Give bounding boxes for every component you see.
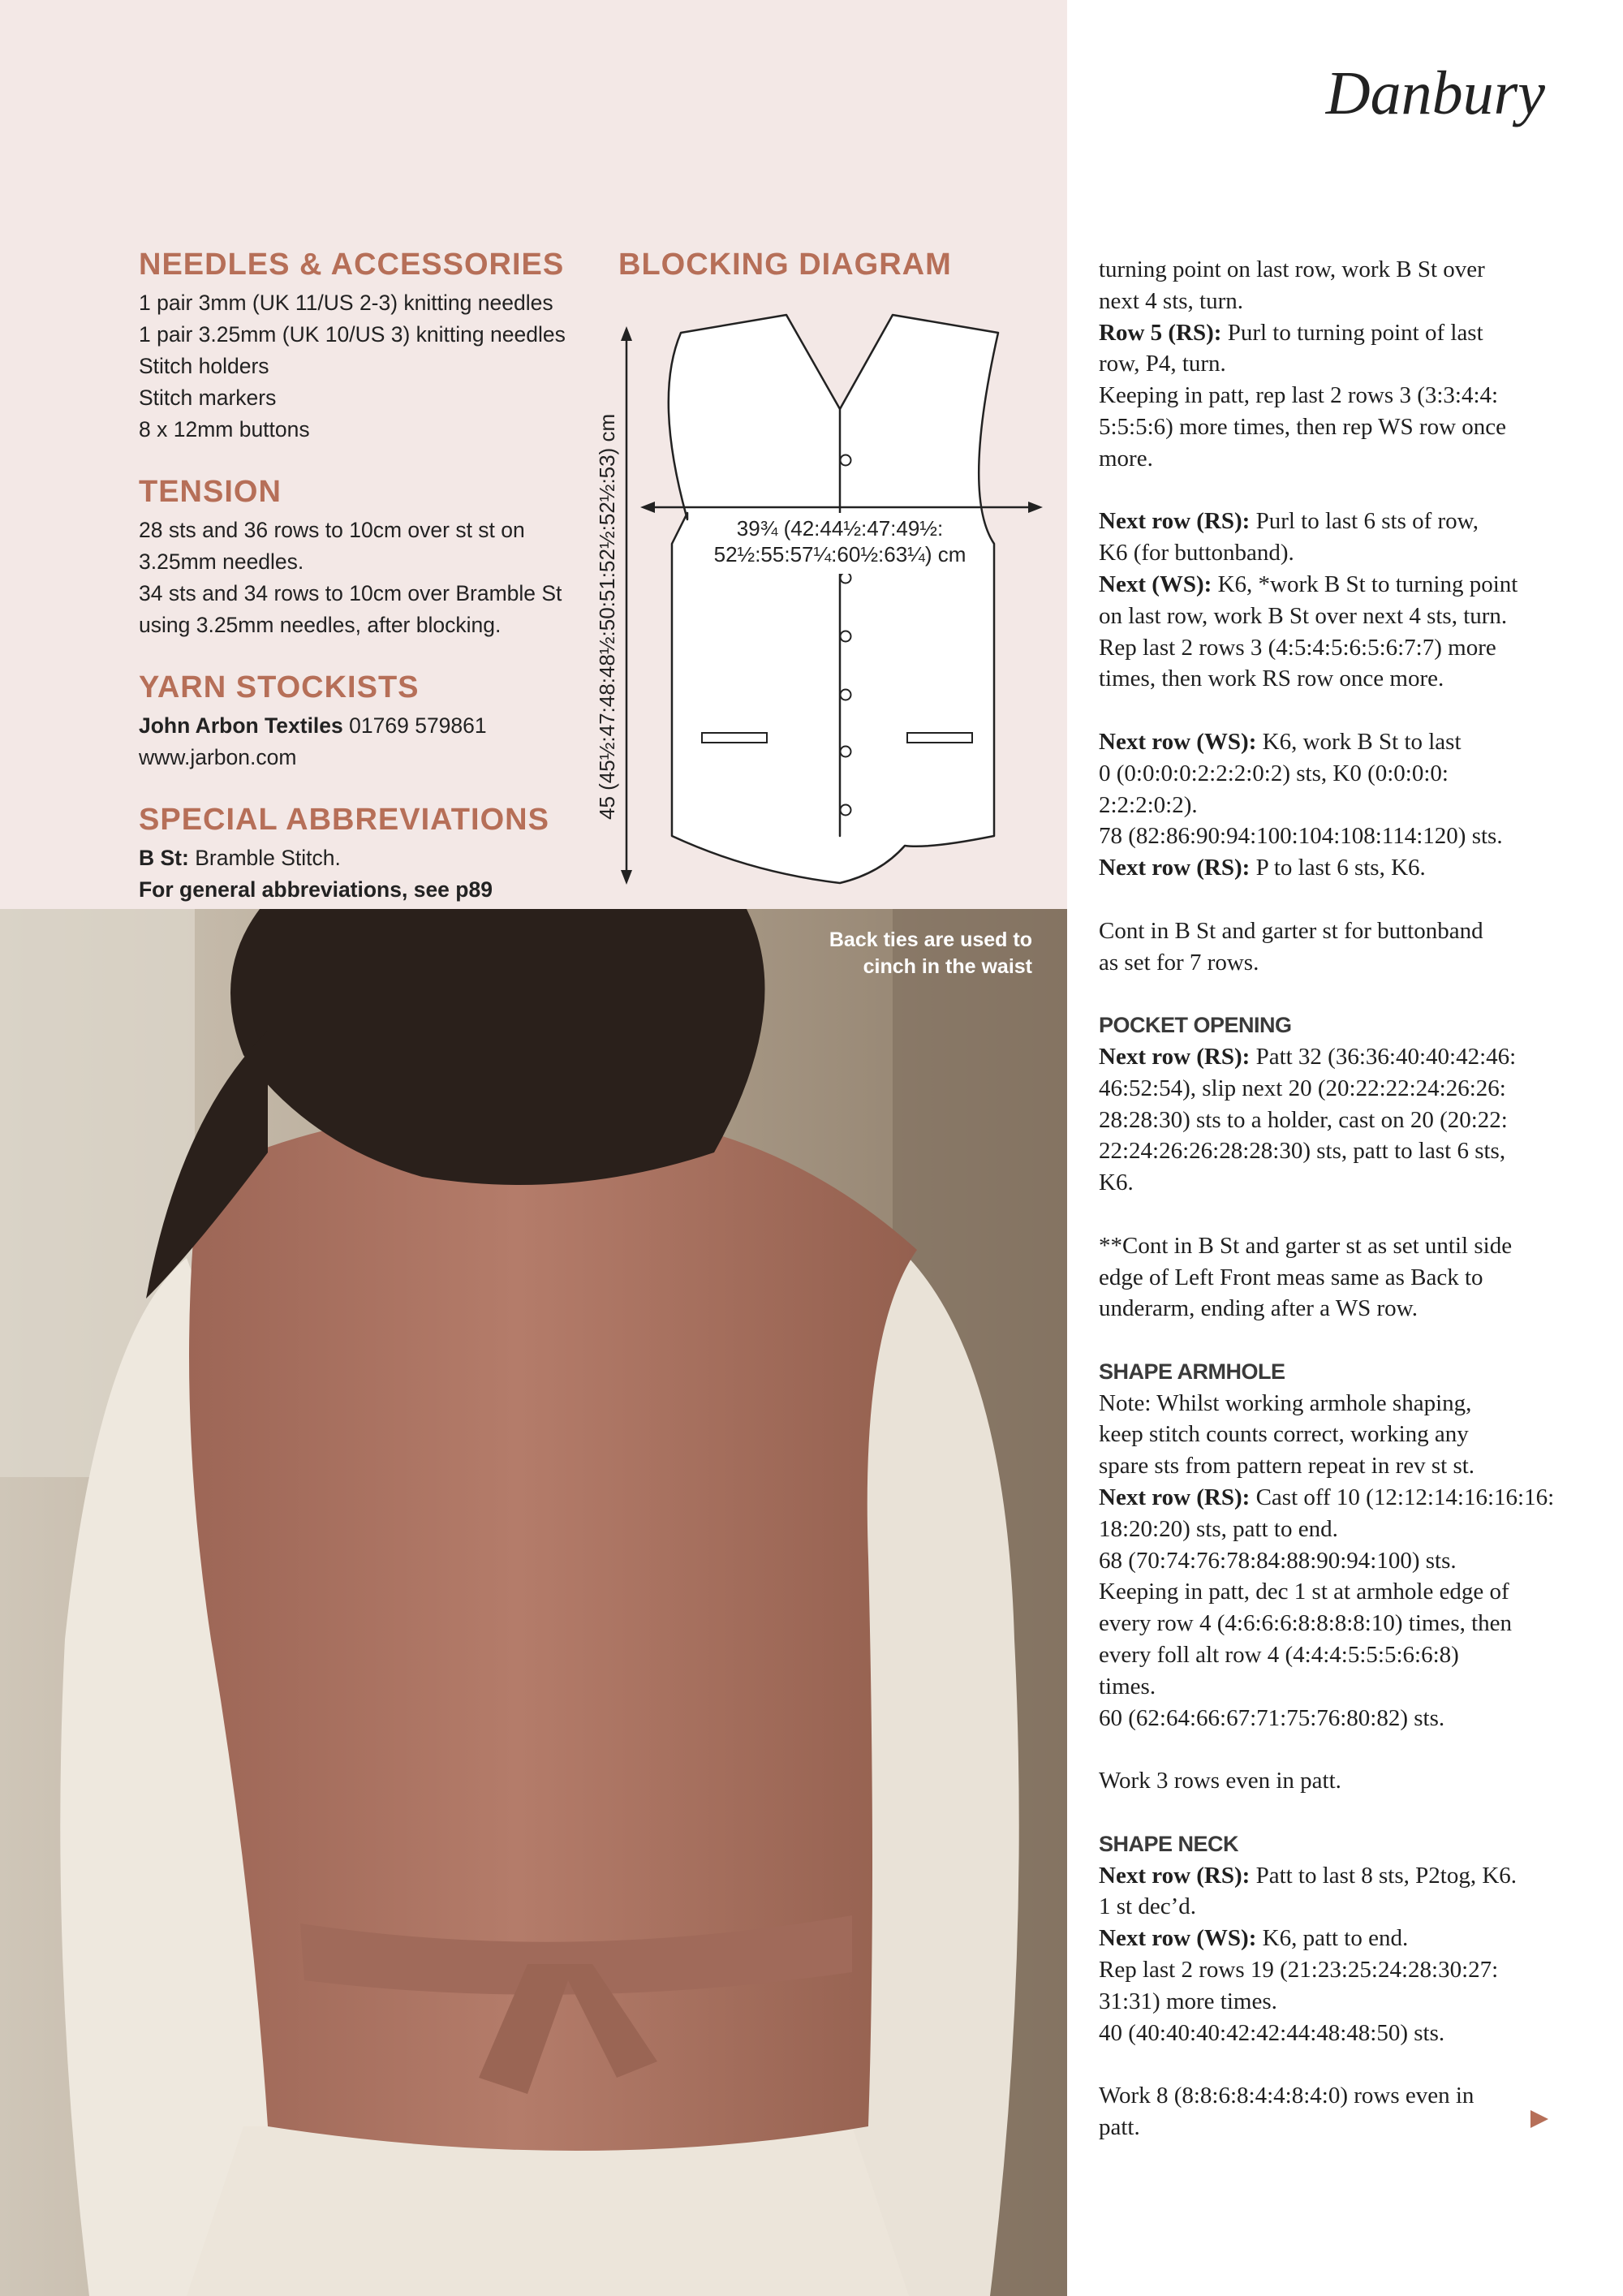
abbrev-general: For general abbreviations, see p89 [139,877,493,902]
needles-line: 1 pair 3.25mm (UK 10/US 3) knitting needles [139,322,566,347]
caption-line: Back ties are used to [829,928,1032,951]
pattern-line: 68 (70:74:76:78:84:88:90:94:100) sts. [1099,1547,1457,1574]
pattern-line: on last row, work B St over next 4 sts, turn. [1099,602,1508,629]
armhole-heading: SHAPE ARMHOLE [1099,1359,1285,1384]
pattern-line: Row 5 (RS): Purl to turning point of last [1099,319,1483,346]
row-label: Next row (RS): [1099,1043,1251,1070]
pattern-line: every foll alt row 4 (4:4:4:5:5:5:6:6:8) [1099,1642,1459,1669]
tension-heading: TENSION [139,475,282,509]
yarn-phone: 01769 579861 [349,713,487,738]
button-mark [841,747,851,757]
pattern-line: Note: Whilst working armhole shaping, [1099,1389,1472,1416]
yarn-company-line [139,710,581,742]
yarn-web-link[interactable]: www.jarbon.com [139,745,297,769]
pattern-line: more. [1099,445,1153,472]
pattern-line: Next row (RS): Cast off 10 (12:12:14:16:16:16: [1099,1484,1555,1511]
pattern-line: 46:52:54), slip next 20 (20:22:22:24:26:26: [1099,1075,1506,1101]
pattern-line: 31:31) more times. [1099,1988,1277,2014]
pattern-line: K6. [1099,1170,1134,1196]
pattern-line: patt. [1099,2114,1140,2141]
vest-outline [669,315,998,883]
pattern-line: times, then work RS row once more. [1099,666,1444,692]
pattern-line: Keeping in patt, rep last 2 rows 3 (3:3:4:4: [1099,382,1499,409]
pattern-line: edge of Left Front meas same as Back to [1099,1264,1483,1290]
row-label: Next row (RS): [1099,1862,1251,1889]
blocking-diagram [572,300,1067,885]
row-label: Next row (RS): [1099,1484,1251,1511]
tension-line: 3.25mm needles. [139,549,304,574]
pattern-line: row, P4, turn. [1099,351,1226,377]
pattern-line: Next row (WS): K6, work B St to last [1099,728,1462,755]
pattern-line: 1 st dec’d. [1099,1893,1196,1920]
button-mark [841,631,851,642]
pattern-line: 2:2:2:0:2). [1099,791,1198,818]
needles-line: Stitch holders [139,354,269,378]
abbrev-heading: SPECIAL ABBREVIATIONS [139,803,549,837]
needles-heading: NEEDLES & ACCESSORIES [139,248,565,282]
pattern-line: 40 (40:40:40:42:42:44:48:48:50) sts. [1099,2019,1445,2046]
width-label-1: 39¾ (42:44½:47:49½: [736,516,944,541]
pattern-line: Next row (RS): Patt to last 8 sts, P2tog, K6. [1099,1862,1518,1889]
neck-heading: SHAPE NECK [1099,1831,1239,1856]
yarn-company: John Arbon Textiles [139,713,343,738]
pattern-line: as set for 7 rows. [1099,949,1259,976]
pattern-line: keep stitch counts correct, working any [1099,1421,1469,1448]
info-column [139,248,581,906]
pattern-line: Next (WS): K6, *work B St to turning point [1099,571,1518,597]
pattern-title: Danbury [1325,59,1545,127]
length-label: 45 (45½:47:48:48½:50:51:52½:52½:53) cm [595,413,619,820]
continue-arrow-icon [1530,2110,1548,2128]
pattern-line: 5:5:5:6) more times, then rep WS row once [1099,413,1507,440]
pattern-line: turning point on last row, work B St over [1099,256,1485,282]
button-mark [841,805,851,816]
pattern-line: Next row (WS): K6, patt to end. [1099,1925,1409,1952]
row-label: Next row (RS): [1099,855,1251,881]
pattern-line: Work 8 (8:8:6:8:4:4:8:4:0) rows even in [1099,2083,1474,2109]
pattern-line: **Cont in B St and garter st as set until side [1099,1232,1513,1259]
button-mark [841,690,851,700]
diagram-heading: BLOCKING DIAGRAM [618,248,952,282]
pattern-line: Next row (RS): Patt 32 (36:36:40:40:42:46: [1099,1043,1517,1070]
caption-line: cinch in the waist [863,955,1032,978]
button-mark [841,455,851,466]
pattern-line: 18:20:20) sts, patt to end. [1099,1515,1338,1542]
row-label: Row 5 (RS): [1099,319,1222,346]
pattern-line: next 4 sts, turn. [1099,287,1244,314]
row-label: Next row (WS): [1099,1925,1257,1952]
row-label: Next (WS): [1099,571,1212,597]
pattern-line: K6 (for buttonband). [1099,540,1294,566]
row-label: Next row (RS): [1099,508,1251,535]
yarn-heading: YARN STOCKISTS [139,670,420,704]
tension-line: 34 sts and 34 rows to 10cm over Bramble St [139,581,562,605]
pocket-heading: POCKET OPENING [1099,1013,1292,1038]
pocket-mark [702,733,767,743]
tension-line: 28 sts and 36 rows to 10cm over st st on [139,518,525,542]
needles-line: 1 pair 3mm (UK 11/US 2-3) knitting needles [139,291,553,315]
tension-line: using 3.25mm needles, after blocking. [139,613,502,637]
photo-caption [829,927,1032,980]
pattern-line: 60 (62:64:66:67:71:75:76:80:82) sts. [1099,1704,1445,1731]
pattern-line: 28:28:30) sts to a holder, cast on 20 (20:22: [1099,1106,1508,1133]
abbrev-definition: Bramble Stitch. [195,846,341,870]
pattern-column [1099,254,1561,2143]
row-label: Next row (WS): [1099,728,1257,755]
abbrev-line [139,842,581,874]
pattern-line: every row 4 (4:6:6:6:8:8:8:8:10) times, then [1099,1610,1513,1637]
pattern-line: Next row (RS): Purl to last 6 sts of row, [1099,508,1479,535]
pattern-line: Rep last 2 rows 3 (4:5:4:5:6:5:6:7:7) more [1099,634,1496,661]
needles-line: Stitch markers [139,386,277,410]
pocket-mark [907,733,972,743]
pattern-line: 0 (0:0:0:0:2:2:2:0:2) sts, K0 (0:0:0:0: [1099,760,1449,786]
photo-illustration [0,909,1067,2296]
pattern-line: Next row (RS): P to last 6 sts, K6. [1099,855,1426,881]
pattern-line: spare sts from pattern repeat in rev st st. [1099,1453,1475,1480]
needles-line: 8 x 12mm buttons [139,417,310,442]
pattern-line: underarm, ending after a WS row. [1099,1295,1418,1322]
button-mark [841,573,851,584]
width-label-2: 52½:55:57¼:60½:63¼) cm [713,542,966,566]
pattern-line: 22:24:26:26:28:28:30) sts, patt to last 6 sts, [1099,1138,1506,1165]
pattern-line: Rep last 2 rows 19 (21:23:25:24:28:30:27: [1099,1957,1499,1984]
pattern-line: Cont in B St and garter st for buttonband [1099,917,1483,944]
vest-photo [0,909,1067,2296]
abbrev-term: B St: [139,846,189,870]
pattern-line: Keeping in patt, dec 1 st at armhole edge of [1099,1579,1509,1605]
pattern-line: 78 (82:86:90:94:100:104:108:114:120) sts. [1099,823,1503,850]
pattern-line: Work 3 rows even in patt. [1099,1768,1341,1794]
pattern-line: times. [1099,1673,1156,1699]
